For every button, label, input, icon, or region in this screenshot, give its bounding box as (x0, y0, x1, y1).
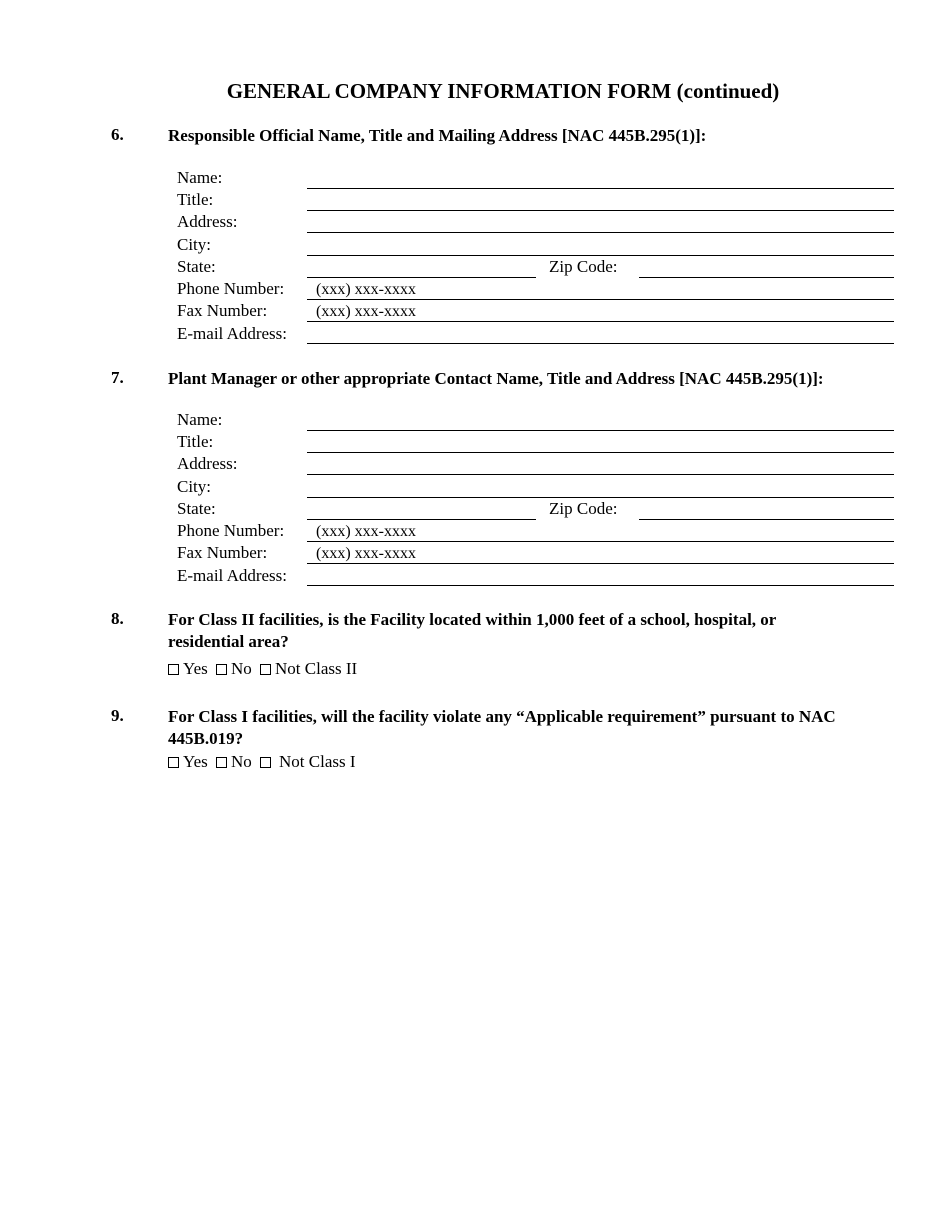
zip-field[interactable] (639, 519, 894, 520)
no-checkbox[interactable] (216, 664, 227, 675)
yes-label: Yes (183, 752, 208, 771)
page-title: GENERAL COMPANY INFORMATION FORM (continued) (226, 79, 780, 103)
city-label: City: (177, 477, 212, 496)
phone-label: Phone Number: (177, 279, 285, 298)
name-field[interactable] (307, 188, 894, 189)
yes-checkbox[interactable] (168, 757, 179, 768)
no-checkbox[interactable] (216, 757, 227, 768)
phone-label: Phone Number: (177, 521, 285, 540)
title-label: Title: (177, 432, 214, 451)
fax-value: (xxx) xxx-xxxx (316, 303, 416, 320)
address-field[interactable] (307, 474, 894, 475)
question-text-line-2: residential area? (168, 632, 289, 651)
address-label: Address: (177, 454, 238, 473)
yes-label: Yes (183, 659, 208, 678)
question-text-line-1: For Class I facilities, will the facility violate any “Applicable requirement” pursuant to NAC (168, 707, 836, 726)
state-field[interactable] (307, 277, 536, 278)
no-label: No (231, 659, 252, 678)
section-number: 6. (111, 125, 124, 144)
zip-label: Zip Code: (549, 499, 618, 518)
fax-field[interactable] (307, 321, 894, 322)
phone-value: (xxx) xxx-xxxx (316, 523, 416, 540)
email-field[interactable] (307, 343, 894, 344)
email-label: E-mail Address: (177, 324, 288, 343)
zip-label: Zip Code: (549, 257, 618, 276)
state-label: State: (177, 499, 216, 518)
fax-value: (xxx) xxx-xxxx (316, 545, 416, 562)
email-label: E-mail Address: (177, 566, 288, 585)
question-text-line-2: 445B.019? (168, 729, 244, 748)
not-class-i-label: Not Class I (279, 752, 356, 771)
section-number: 7. (111, 368, 124, 387)
address-field[interactable] (307, 232, 894, 233)
state-field[interactable] (307, 519, 536, 520)
fax-label: Fax Number: (177, 543, 268, 562)
section-heading: Responsible Official Name, Title and Mailing Address [NAC 445B.295(1)]: (168, 126, 707, 145)
title-field[interactable] (307, 210, 894, 211)
name-label: Name: (177, 410, 223, 429)
email-field[interactable] (307, 585, 894, 586)
no-label: No (231, 752, 252, 771)
question-number: 8. (111, 609, 124, 628)
phone-field[interactable] (307, 541, 894, 542)
not-class-i-checkbox[interactable] (260, 757, 271, 768)
not-class-ii-checkbox[interactable] (260, 664, 271, 675)
title-field[interactable] (307, 452, 894, 453)
name-field[interactable] (307, 430, 894, 431)
section-heading: Plant Manager or other appropriate Contact Name, Title and Address [NAC 445B.295(1)]: (168, 369, 824, 388)
not-class-ii-label: Not Class II (275, 659, 358, 678)
answer-options (168, 751, 360, 773)
phone-field[interactable] (307, 299, 894, 300)
answer-options (168, 658, 361, 680)
fax-label: Fax Number: (177, 301, 268, 320)
name-label: Name: (177, 168, 223, 187)
fax-field[interactable] (307, 563, 894, 564)
title-label: Title: (177, 190, 214, 209)
city-label: City: (177, 235, 212, 254)
question-number: 9. (111, 706, 124, 725)
phone-value: (xxx) xxx-xxxx (316, 281, 416, 298)
question-text-line-1: For Class II facilities, is the Facility located within 1,000 feet of a school, hospital, or (168, 610, 777, 629)
address-label: Address: (177, 212, 238, 231)
state-label: State: (177, 257, 216, 276)
yes-checkbox[interactable] (168, 664, 179, 675)
zip-field[interactable] (639, 277, 894, 278)
